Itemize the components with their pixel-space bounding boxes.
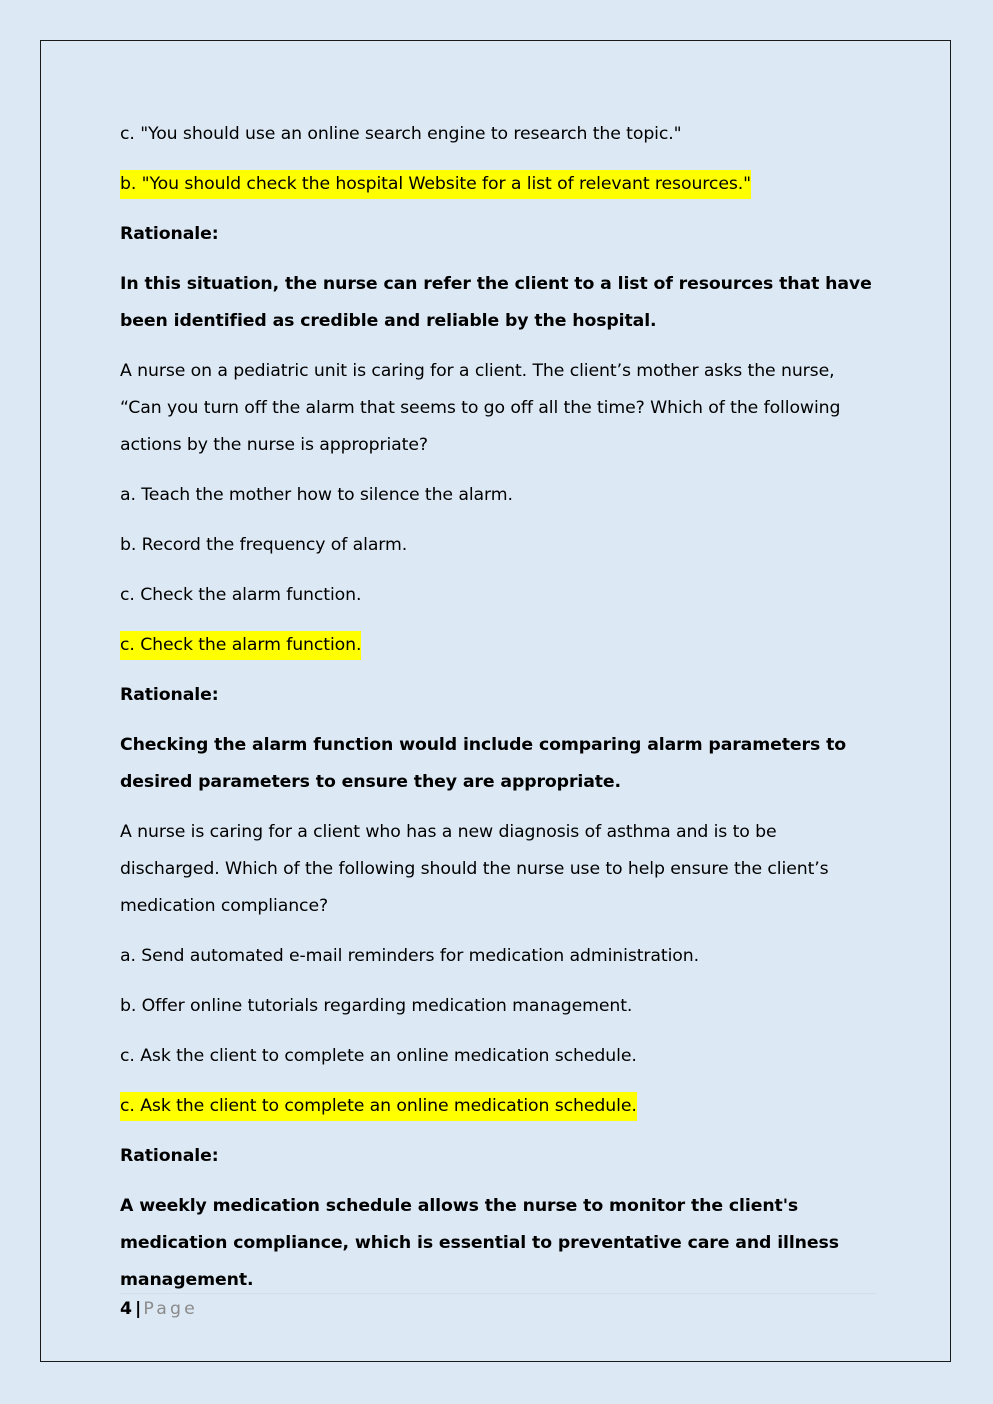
answer-option: c. Check the alarm function. [120,585,362,605]
answer-option: a. Teach the mother how to silence the alarm. [120,485,513,505]
page-number: 4 [120,1299,133,1319]
answer-option: c. Ask the client to complete an online medication schedule. [120,1046,637,1066]
answer-option: b. Offer online tutorials regarding medication management. [120,996,633,1016]
rationale-text: A weekly medication schedule allows the nurse to monitor the client's medication compliance, which is essential to preventative care and illness management. [120,1196,839,1290]
answer-option: a. Send automated e-mail reminders for medication administration. [120,946,700,966]
highlighted-answer: c. Ask the client to complete an online medication schedule. [120,1088,880,1125]
highlighted-answer: c. Check the alarm function. [120,627,880,664]
highlighted-answer: b. "You should check the hospital Website for a list of relevant resources." [120,166,880,203]
rationale-heading: Rationale: [120,685,219,705]
question-text: A nurse on a pediatric unit is caring for a client. The client’s mother asks the nurse, “Can you turn off the alarm that seems to go off all the time? Which of the following actions by the nurse is appropriate? [120,361,841,455]
rationale-heading: Rationale: [120,224,219,244]
page-footer [120,1293,876,1321]
document-body [120,116,880,1312]
rationale-text: In this situation, the nurse can refer the client to a list of resources that have been identified as credible and reliable by the hospital. [120,274,872,331]
rationale-text: Checking the alarm function would include comparing alarm parameters to desired parameters to ensure they are appropriate. [120,735,847,792]
paragraph: c. "You should use an online search engine to research the topic." [120,124,682,144]
page-separator: | [135,1299,142,1319]
page-label: Page [143,1299,198,1319]
answer-option: b. Record the frequency of alarm. [120,535,408,555]
rationale-heading: Rationale: [120,1146,219,1166]
question-text: A nurse is caring for a client who has a new diagnosis of asthma and is to be discharged. Which of the following should the nurse use to help ensure the client’s medication compliance? [120,822,829,916]
